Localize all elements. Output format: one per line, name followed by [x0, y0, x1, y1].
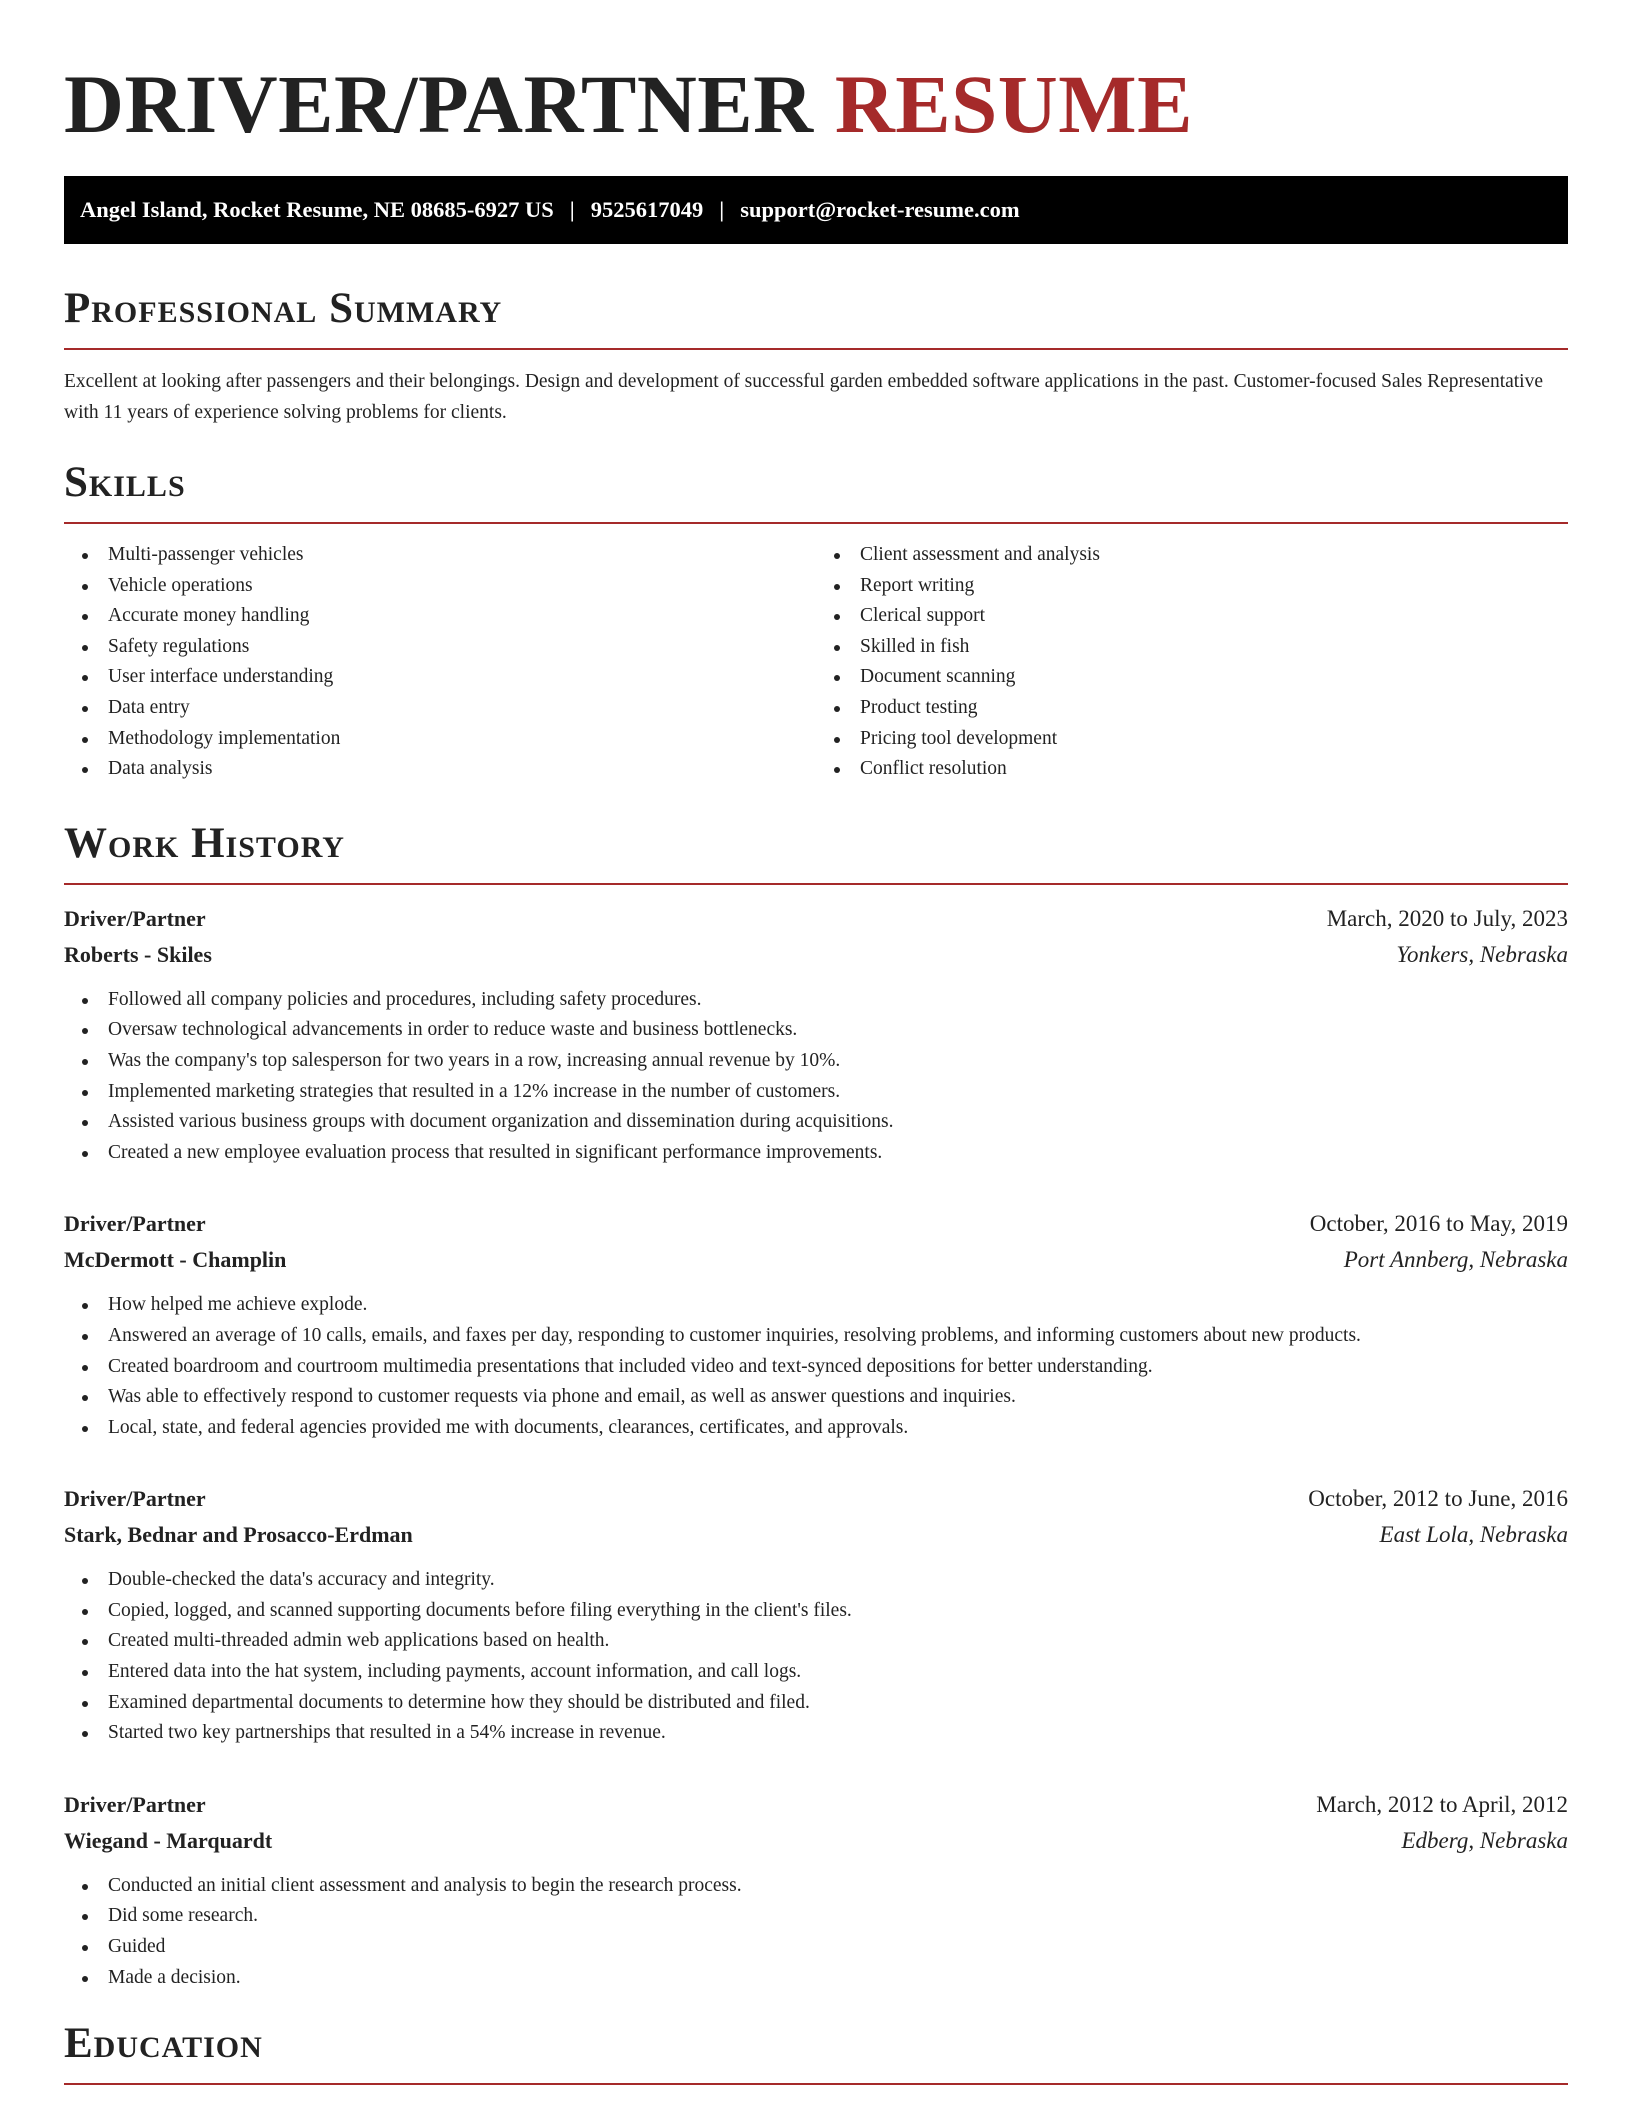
job-duty-item: Implemented marketing strategies that resulted in a 12% increase in the number of customers. — [64, 1077, 1568, 1108]
job-dates: October, 2012 to June, 2016 — [1308, 1486, 1568, 1512]
skills-section — [64, 458, 1568, 785]
job-duty-item: Started two key partnerships that resulted in a 54% increase in revenue. — [64, 1718, 1568, 1749]
skill-item: Safety regulations — [64, 632, 816, 663]
job-header-row — [64, 1206, 1568, 1242]
job-duties-list — [64, 985, 1568, 1169]
job-duty-item: Followed all company policies and procedures, including safety procedures. — [64, 985, 1568, 1016]
contact-email[interactable]: support@rocket-resume.com — [740, 197, 1020, 222]
contact-address: Angel Island, Rocket Resume, NE 08685-6927 US — [80, 197, 554, 222]
job-duty-item: Entered data into the hat system, including payments, account information, and call logs. — [64, 1657, 1568, 1688]
job-entry — [64, 1787, 1568, 1993]
job-company-row — [64, 1823, 1568, 1859]
skill-item: Methodology implementation — [64, 724, 816, 755]
job-title: Driver/Partner — [64, 1211, 206, 1237]
job-entry — [64, 901, 1568, 1169]
job-company-row — [64, 937, 1568, 973]
job-duty-item: Did some research. — [64, 1901, 1568, 1932]
education-section — [64, 2019, 1568, 2085]
job-header-row — [64, 1787, 1568, 1823]
job-dates: October, 2016 to May, 2019 — [1309, 1211, 1568, 1237]
job-title: Driver/Partner — [64, 1486, 206, 1512]
section-divider — [64, 348, 1568, 350]
job-location: Edberg, Nebraska — [1401, 1827, 1568, 1853]
job-duties-list — [64, 1290, 1568, 1443]
skill-item: User interface understanding — [64, 662, 816, 693]
skills-columns — [64, 540, 1568, 785]
job-dates: March, 2020 to July, 2023 — [1326, 905, 1568, 931]
skill-item: Conflict resolution — [816, 754, 1568, 785]
summary-text: Excellent at looking after passengers and their belongings. Design and development of successful garden embedded software applications in the past. Customer-focused Sales Representative with 11 years of experience solving problems for clients. — [64, 371, 1544, 423]
job-dates: March, 2012 to April, 2012 — [1316, 1791, 1568, 1817]
skill-item: Data entry — [64, 693, 816, 724]
job-duty-item: Was the company's top salesperson for two years in a row, increasing annual revenue by 10%. — [64, 1046, 1568, 1077]
skill-item: Skilled in fish — [816, 632, 1568, 663]
resume-title — [64, 56, 1568, 152]
job-company-row — [64, 1517, 1568, 1553]
job-duty-item: Guided — [64, 1932, 1568, 1963]
job-duty-item: Made a decision. — [64, 1963, 1568, 1994]
job-duties-list — [64, 1565, 1568, 1749]
job-company: Stark, Bednar and Prosacco-Erdman — [64, 1522, 413, 1548]
section-heading-skills: Skills — [64, 459, 186, 506]
section-divider — [64, 2083, 1568, 2085]
job-title: Driver/Partner — [64, 1791, 206, 1817]
summary-section — [64, 284, 1568, 428]
job-duty-item: Assisted various business groups with document organization and dissemination during acquisitions. — [64, 1107, 1568, 1138]
job-duties-list — [64, 1871, 1568, 1993]
job-duty-item: Answered an average of 10 calls, emails, and faxes per day, responding to customer inquiries, resolving problems, and informing customers about new products. — [64, 1321, 1568, 1352]
contact-phone[interactable]: 9525617049 — [590, 197, 704, 222]
job-duty-item: Was able to effectively respond to customer requests via phone and email, as well as answer questions and inquiries. — [64, 1382, 1568, 1413]
job-duty-item: Created a new employee evaluation process that resulted in significant performance improvements. — [64, 1138, 1568, 1169]
skill-item: Product testing — [816, 693, 1568, 724]
skill-item: Clerical support — [816, 601, 1568, 632]
skill-item: Client assessment and analysis — [816, 540, 1568, 571]
section-divider — [64, 522, 1568, 524]
contact-separator: | — [569, 197, 575, 222]
skill-item: Pricing tool development — [816, 724, 1568, 755]
resume-title-main: DRIVER/PARTNER — [64, 58, 814, 150]
job-company: Wiegand - Marquardt — [64, 1827, 273, 1853]
job-duty-item: Examined departmental documents to determine how they should be distributed and filed. — [64, 1688, 1568, 1719]
job-header-row — [64, 901, 1568, 937]
skill-item: Accurate money handling — [64, 601, 816, 632]
contact-bar — [64, 176, 1568, 244]
job-entry — [64, 1481, 1568, 1749]
skill-item: Document scanning — [816, 662, 1568, 693]
skill-item: Multi-passenger vehicles — [64, 540, 816, 571]
job-title: Driver/Partner — [64, 905, 206, 931]
section-heading-education: Education — [64, 2020, 263, 2068]
job-duty-item: Conducted an initial client assessment and analysis to begin the research process. — [64, 1871, 1568, 1902]
job-company-row — [64, 1242, 1568, 1278]
job-company: McDermott - Champlin — [64, 1247, 287, 1273]
job-location: Yonkers, Nebraska — [1396, 941, 1568, 967]
work-history-section — [64, 819, 1568, 1993]
section-heading-summary: Professional Summary — [64, 285, 503, 332]
job-entry — [64, 1206, 1568, 1443]
job-header-row — [64, 1481, 1568, 1517]
job-duty-item: How helped me achieve explode. — [64, 1290, 1568, 1321]
job-duty-item: Created boardroom and courtroom multimedia presentations that included video and text-synced depositions for better understanding. — [64, 1352, 1568, 1383]
job-duty-item: Local, state, and federal agencies provided me with documents, clearances, certificates, and approvals. — [64, 1413, 1568, 1444]
jobs-list — [64, 901, 1568, 1993]
contact-separator: | — [719, 197, 725, 222]
job-location: Port Annberg, Nebraska — [1343, 1247, 1568, 1273]
skills-list-left — [64, 540, 816, 785]
job-duty-item: Oversaw technological advancements in order to reduce waste and business bottlenecks. — [64, 1015, 1568, 1046]
job-duty-item: Created multi-threaded admin web applications based on health. — [64, 1626, 1568, 1657]
job-location: East Lola, Nebraska — [1379, 1522, 1568, 1548]
section-divider — [64, 883, 1568, 885]
skill-item: Data analysis — [64, 754, 816, 785]
skill-item: Vehicle operations — [64, 571, 816, 602]
job-duty-item: Double-checked the data's accuracy and integrity. — [64, 1565, 1568, 1596]
skill-item: Report writing — [816, 571, 1568, 602]
job-company: Roberts - Skiles — [64, 941, 212, 967]
job-duty-item: Copied, logged, and scanned supporting documents before filing everything in the client's files. — [64, 1596, 1568, 1627]
section-heading-work-history: Work History — [64, 819, 345, 867]
resume-title-accent: RESUME — [834, 58, 1193, 150]
skills-list-right — [816, 540, 1568, 785]
